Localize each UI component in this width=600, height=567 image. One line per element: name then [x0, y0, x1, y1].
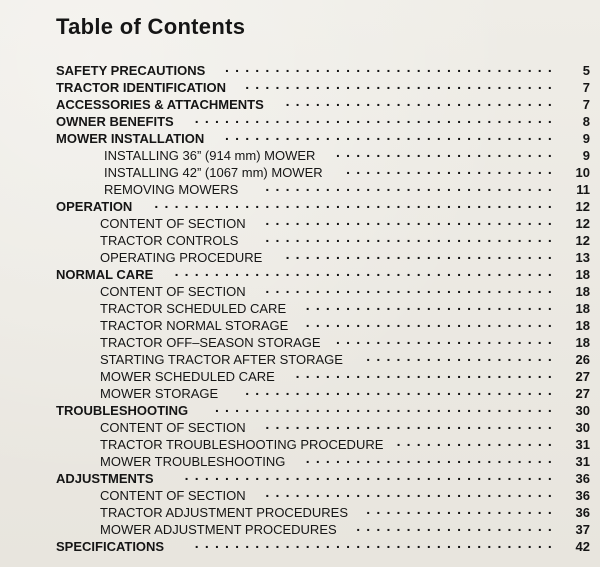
toc-entry-label: CONTENT OF SECTION — [100, 284, 246, 299]
toc-entry-label: OPERATING PROCEDURE — [100, 250, 263, 265]
dot-leader: ......................... — [305, 314, 558, 330]
toc-entry-label: TRACTOR ADJUSTMENT PROCEDURES — [100, 505, 348, 520]
toc-entry-page-number: 18 — [575, 267, 590, 282]
dot-leader: .................... — [356, 518, 558, 534]
dot-leader: ................... — [366, 501, 558, 517]
toc-entry-page-number: 31 — [575, 437, 590, 452]
toc-entry-label: TROUBLESHOOTING — [56, 403, 189, 418]
toc-entry-label: TRACTOR TROUBLESHOOTING PROCEDURE — [100, 437, 384, 452]
toc-entry-label: OPERATION — [56, 199, 133, 214]
toc-entry-label: INSTALLING 42” (1067 mm) MOWER — [104, 165, 323, 180]
dot-leader: ......................... — [305, 450, 558, 466]
dot-leader: ...................... — [336, 331, 558, 347]
dot-leader: ................................. — [225, 127, 558, 143]
toc-entry-page-number: 27 — [575, 369, 590, 384]
toc-entry-page-number: 12 — [575, 216, 590, 231]
toc-entry-label: CONTENT OF SECTION — [100, 488, 246, 503]
toc-entry-page-number: 12 — [575, 199, 590, 214]
toc-entry-page-number: 30 — [575, 420, 590, 435]
dot-leader: ..................... — [346, 161, 558, 177]
dot-leader: .................................. — [214, 399, 558, 415]
toc-entry-label: SAFETY PRECAUTIONS — [56, 63, 206, 78]
toc-entry-page-number: 9 — [582, 131, 590, 146]
toc-entry-label: REMOVING MOWERS — [104, 182, 239, 197]
toc-entry-label: MOWER TROUBLESHOOTING — [100, 454, 286, 469]
toc-entry-label: MOWER SCHEDULED CARE — [100, 369, 275, 384]
toc-entry-label: STARTING TRACTOR AFTER STORAGE — [100, 352, 343, 367]
toc-entry-page-number: 26 — [575, 352, 590, 367]
dot-leader: ............................. — [265, 229, 558, 245]
dot-leader: ............................. — [265, 212, 558, 228]
dot-leader: ........................... — [285, 93, 558, 109]
toc-entry-label: CONTENT OF SECTION — [100, 216, 246, 231]
dot-leader: .................................... — [194, 110, 558, 126]
toc-entry-label: MOWER ADJUSTMENT PROCEDURES — [100, 522, 337, 537]
toc-entry-page-number: 11 — [576, 182, 590, 197]
toc-entry-label: MOWER INSTALLATION — [56, 131, 205, 146]
dot-leader: ............................. — [265, 178, 558, 194]
dot-leader: ............................... — [245, 382, 558, 398]
toc-entry-page-number: 36 — [575, 471, 590, 486]
toc-entry-label: SPECIFICATIONS — [56, 539, 165, 554]
toc-entry-label: INSTALLING 36” (914 mm) MOWER — [104, 148, 316, 163]
toc-entry-page-number: 18 — [575, 335, 590, 350]
toc-entry-label: CONTENT OF SECTION — [100, 420, 246, 435]
dot-leader: ................... — [366, 348, 558, 364]
toc-entry-label: TRACTOR SCHEDULED CARE — [100, 301, 287, 316]
toc-entry-page-number: 37 — [575, 522, 590, 537]
dot-leader: ......................... — [305, 297, 558, 313]
toc-entry-label: TRACTOR CONTROLS — [100, 233, 239, 248]
page-title: Table of Contents — [56, 14, 246, 39]
toc-entry-label: OWNER BENEFITS — [56, 114, 174, 129]
toc-entry-label: NORMAL CARE — [56, 267, 154, 282]
toc-entry-label: ADJUSTMENTS — [56, 471, 154, 486]
dot-leader: ..................................... — [184, 467, 558, 483]
toc-entry-page-number: 8 — [582, 114, 590, 129]
dot-leader: .......................... — [295, 365, 558, 381]
dot-leader: ............................... — [245, 76, 558, 92]
toc-entry-page-number: 9 — [582, 148, 590, 163]
dot-leader: ............................. — [265, 484, 558, 500]
toc-entry-page-number: 7 — [582, 80, 590, 95]
toc-entry-page-number: 36 — [575, 488, 590, 503]
dot-leader: ...................................... — [174, 263, 558, 279]
dot-leader: ............................. — [265, 280, 558, 296]
dot-leader: ................................. — [225, 59, 558, 75]
toc-entry-page-number: 36 — [575, 505, 590, 520]
toc-entry-page-number: 18 — [575, 301, 590, 316]
toc-entry-label: MOWER STORAGE — [100, 386, 219, 401]
toc-entry-label: TRACTOR IDENTIFICATION — [56, 80, 226, 95]
dot-leader: ................ — [396, 433, 558, 449]
toc-entry-page-number: 27 — [575, 386, 590, 401]
toc-entry-page-number: 31 — [575, 454, 590, 469]
toc-entry-label: TRACTOR OFF–SEASON STORAGE — [100, 335, 321, 350]
toc-entry — [0, 535, 600, 555]
toc-entry-page-number: 12 — [575, 233, 590, 248]
toc-entry-page-number: 42 — [575, 539, 590, 554]
toc-entry-page-number: 18 — [575, 318, 590, 333]
dot-leader: ........................................ — [154, 195, 558, 211]
toc-entry-page-number: 18 — [575, 284, 590, 299]
toc-entry-label: ACCESSORIES & ATTACHMENTS — [56, 97, 264, 112]
toc-entry-page-number: 10 — [575, 165, 590, 180]
toc-entry-page-number: 7 — [582, 97, 590, 112]
dot-leader: ............................. — [265, 416, 558, 432]
toc-entry-label: TRACTOR NORMAL STORAGE — [100, 318, 289, 333]
toc-entry-page-number: 13 — [575, 250, 590, 265]
toc-entry-page-number: 30 — [575, 403, 590, 418]
dot-leader: ...................... — [336, 144, 558, 160]
dot-leader: ........................... — [285, 246, 558, 262]
toc-entry-page-number: 5 — [582, 63, 590, 78]
dot-leader: .................................... — [194, 535, 558, 551]
